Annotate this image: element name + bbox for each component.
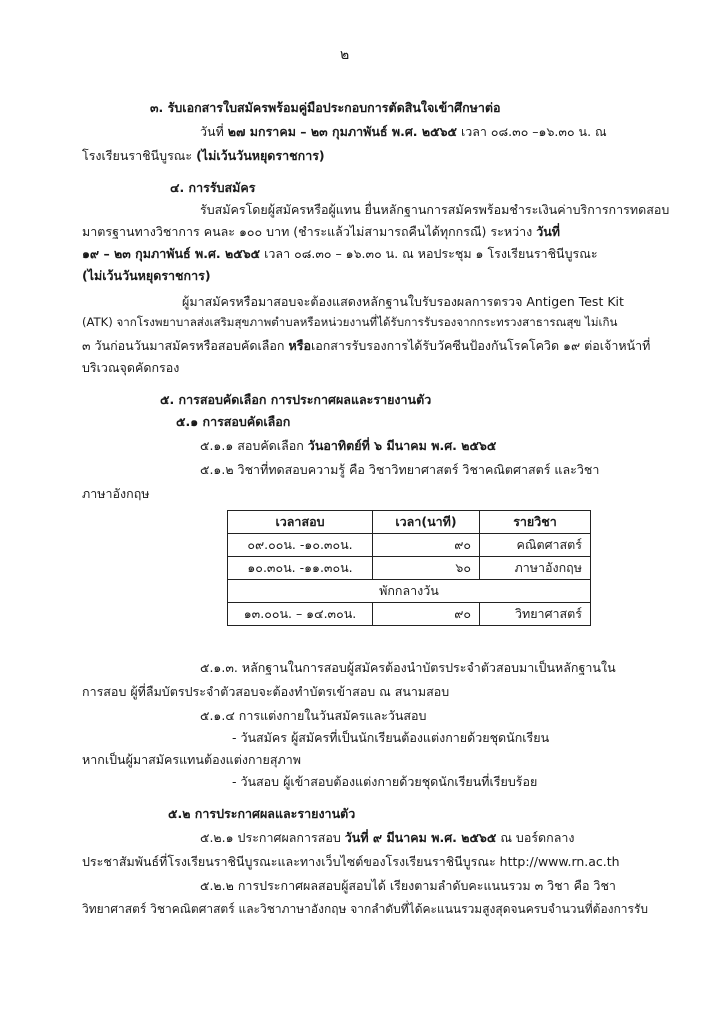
exam-schedule-table: [227, 510, 591, 626]
section-4-para-1-line-2: [82, 222, 560, 242]
table-break-row: [228, 580, 591, 603]
application-date-range: ๑๙ – ๒๓ กุมภาพันธ์ พ.ศ. ๒๕๖๕: [82, 246, 261, 261]
cell-subject: ภาษาอังกฤษ: [480, 557, 591, 580]
section-5-1-3-line-1: ๕.๑.๓. หลักฐานในการสอบผู้สมัครต้องนำบัตรประจำตัวสอบมาเป็นหลักฐานใน: [200, 660, 616, 675]
section-3-line-1: [200, 122, 607, 142]
section-5-1-4-bullet-1: - วันสมัคร ผู้สมัครที่เป็นนักเรียนต้องแต่งกายด้วยชุดนักเรียน: [232, 730, 550, 745]
section-5-heading: ๕. การสอบคัดเลือก การประกาศผลและรายงานตัว: [160, 392, 432, 407]
table-row: [228, 557, 591, 580]
section-5-2-heading: ๕.๒ การประกาศผลและรายงานตัว: [168, 806, 356, 821]
section-3-date-range: ๒๗ มกราคม – ๒๓ กุมภาพันธ์ พ.ศ. ๒๕๖๕: [227, 124, 457, 139]
section-5-2-1-line-2: [82, 852, 620, 872]
fee-text: มาตรฐานทางวิชาการ คนละ ๑๐๐ บาท (ชำระแล้วไม่สามารถคืนได้ทุกกรณี) ระหว่าง: [82, 224, 533, 239]
section-3-heading: ๓. รับเอกสารใบสมัครพร้อมคู่มือประกอบการตัดสินใจเข้าศึกษาต่อ: [150, 100, 501, 115]
header-exam-time: เวลาสอบ: [228, 511, 373, 534]
section-5-1-1: [200, 436, 496, 456]
section-5-1-4-bullet-1-cont: หากเป็นผู้มาสมัครแทนต้องแต่งกายสุภาพ: [82, 752, 301, 767]
section-5-1-2-line-1: ๕.๑.๒ วิชาที่ทดสอบความรู้ คือ วิชาวิทยาศาสตร์ วิชาคณิตศาสตร์ และวิชา: [200, 462, 600, 477]
cell-time: ๑๐.๓๐น. -๑๑.๓๐น.: [228, 557, 373, 580]
section-5-1-3-line-2: การสอบ ผู้ที่ลืมบัตรประจำตัวสอบจะต้องทำบัตรเข้าสอบ ณ สนามสอบ: [82, 684, 450, 699]
cell-subject: วิทยาศาสตร์: [480, 603, 591, 626]
announce-label: ๕.๒.๑ ประกาศผลการสอบ: [200, 830, 341, 845]
section-4-para-2-line-3: [82, 336, 650, 356]
exam-date: วันอาทิตย์ที่ ๖ มีนาคม พ.ศ. ๒๕๖๕: [307, 438, 497, 453]
exam-label: ๕.๑.๑ สอบคัดเลือก: [200, 438, 304, 453]
page-number: ๒: [340, 47, 350, 63]
application-time-venue: เวลา ๐๘.๓๐ – ๑๖.๓๐ น. ณ หอประชุม ๑ โรงเรียนราชินีบูรณะ: [264, 246, 598, 261]
date-label: วันที่: [536, 224, 561, 239]
header-duration: เวลา(นาที): [373, 511, 480, 534]
section-3-time: เวลา ๐๘.๓๐ –๑๖.๓๐ น. ณ: [460, 124, 607, 139]
header-subject: รายวิชา: [480, 511, 591, 534]
or-text: หรือ: [288, 338, 311, 353]
section-5-2-2-line-1: ๕.๒.๒ การประกาศผลสอบผู้สอบได้ เรียงตามลำดับคะแนนรวม ๓ วิชา คือ วิชา: [200, 878, 616, 893]
section-4-para-2-line-4: บริเวณจุดคัดกรอง: [82, 360, 180, 375]
cell-duration: ๙๐: [373, 603, 480, 626]
section-3-note: (ไม่เว้นวันหยุดราชการ): [196, 148, 325, 163]
section-5-2-2-line-2: วิทยาศาสตร์ วิชาคณิตศาสตร์ และวิชาภาษาอังกฤษ จากลำดับที่ได้คะแนนรวมสูงสุดจนครบจำนวนที่ต้องการรับ: [82, 902, 649, 916]
section-3-line-2: [82, 146, 325, 166]
section-5-2-1-line-1: [200, 828, 575, 848]
section-5-1-4-line-1: ๕.๑.๔ การแต่งกายในวันสมัครและวันสอบ: [200, 708, 427, 723]
section-4-para-1-line-3: [82, 244, 598, 264]
section-3-date-label: วันที่: [200, 124, 224, 139]
cell-duration: ๖๐: [373, 557, 480, 580]
section-3-venue: โรงเรียนราชินีบูรณะ: [82, 148, 193, 163]
section-4-para-1-line-1: รับสมัครโดยผู้สมัครหรือผู้แทน ยื่นหลักฐานการสมัครพร้อมชำระเงินค่าบริการการทดสอบ: [200, 202, 670, 217]
announce-channels: ประชาสัมพันธ์ที่โรงเรียนราชินีบูรณะและทางเว็บไซต์ของโรงเรียนราชินีบูรณะ: [82, 854, 496, 869]
section-5-1-4-bullet-2: - วันสอบ ผู้เข้าสอบต้องแต่งกายด้วยชุดนักเรียนที่เรียบร้อย: [232, 774, 538, 789]
table-header-row: [228, 511, 591, 534]
cell-subject: คณิตศาสตร์: [480, 534, 591, 557]
section-4-para-2-line-2: (ATK) จากโรงพยาบาลส่งเสริมสุขภาพตำบลหรือหน่วยงานที่ได้รับการรับรองจากกระทรวงสาธารณสุข ไม่เกิน: [82, 315, 618, 329]
table-row: [228, 534, 591, 557]
cell-duration: ๙๐: [373, 534, 480, 557]
announce-date: วันที่ ๙ มีนาคม พ.ศ. ๒๕๖๕: [344, 830, 497, 845]
section-4-para-1-line-4: (ไม่เว้นวันหยุดราชการ): [82, 268, 211, 283]
section-5-1-2-line-2: ภาษาอังกฤษ: [82, 486, 150, 501]
cell-time: ๐๙.๐๐น. -๑๐.๓๐น.: [228, 534, 373, 557]
section-4-heading: ๔. การรับสมัคร: [170, 180, 256, 195]
lunch-break-label: พักกลางวัน: [228, 580, 591, 603]
vaccine-text: เอกสารรับรองการได้รับวัคซีนป้องกันโรคโควิด ๑๙ ต่อเจ้าหน้าที่: [310, 338, 651, 353]
section-4-para-2-line-1: ผู้มาสมัครหรือมาสอบจะต้องแสดงหลักฐานใบรับรองผลการตรวจ Antigen Test Kit: [182, 294, 624, 309]
announce-venue: ณ บอร์ดกลาง: [500, 830, 575, 845]
table-row: [228, 603, 591, 626]
section-5-1-heading: ๕.๑ การสอบคัดเลือก: [176, 414, 291, 429]
cell-time: ๑๓.๐๐น. – ๑๔.๓๐น.: [228, 603, 373, 626]
atk-timing: ๓ วันก่อนวันมาสมัครหรือสอบคัดเลือก: [82, 338, 285, 353]
school-website-link[interactable]: http://www.rn.ac.th: [499, 854, 620, 869]
